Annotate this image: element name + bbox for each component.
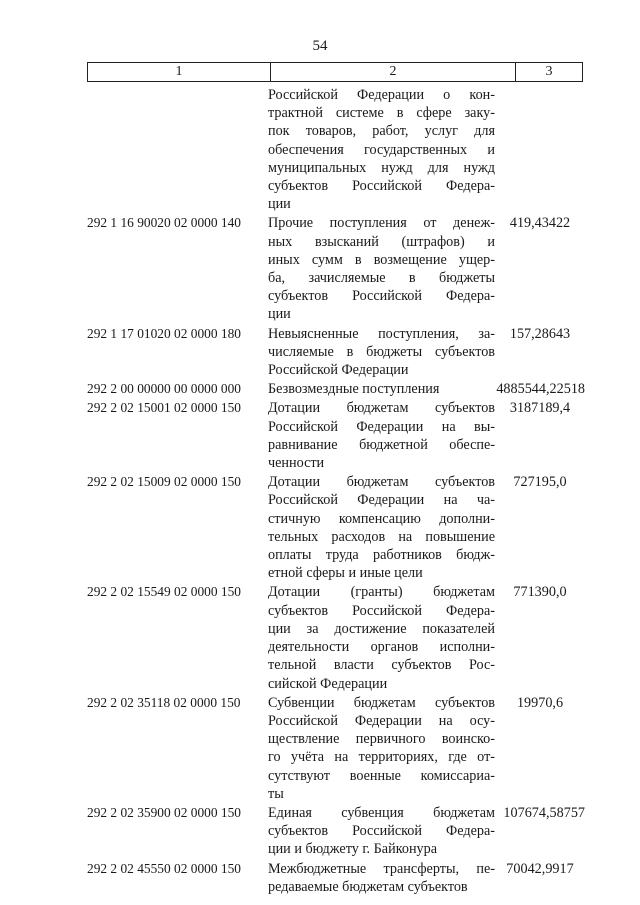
description-line: Российской Федерации на вы- (268, 418, 495, 435)
description-line: ченности (268, 455, 325, 472)
amount-value: 107674,58757 (503, 804, 585, 821)
page-number: 54 (312, 38, 328, 54)
description-line: го учёта на территориях, где от- (268, 749, 495, 766)
description-line: ции (268, 306, 291, 323)
revenue-description (268, 214, 495, 323)
description-line: пок товаров, работ, услуг для (268, 123, 495, 140)
description-line: ба, зачисляемые в бюджеты (268, 270, 495, 287)
table-row (87, 583, 587, 692)
description-line: оплаты труда работников бюдж- (268, 547, 495, 564)
revenue-description (268, 325, 495, 380)
description-line: Невыясненные поступления, за- (268, 325, 495, 342)
table-row (87, 86, 587, 213)
budget-classification-code: 292 2 02 15001 02 0000 150 (87, 400, 241, 416)
description-line: редаваемые бюджетам субъектов (268, 878, 468, 895)
description-line: сутствуют военные комиссариа- (268, 767, 495, 784)
description-line: ществление первичного воинско- (268, 731, 495, 748)
revenue-description (268, 583, 495, 692)
table-row (87, 325, 587, 380)
description-line: ты (268, 785, 284, 802)
description-line: тельной власти субъектов Рос- (268, 657, 495, 674)
description-line: Дотации бюджетам субъектов (268, 400, 495, 417)
column-header-2: 2 (271, 63, 516, 81)
description-line: Российской Федерации о кон- (268, 87, 495, 103)
table-row (87, 804, 587, 859)
description-line: иных сумм в возмещение ущер- (268, 251, 495, 268)
description-line: ных взысканий (штрафов) и (268, 233, 495, 250)
description-line: деятельности органов исполни- (268, 639, 495, 656)
description-line: Межбюджетные трансферты, пе- (268, 860, 495, 877)
description-line: Дотации (гранты) бюджетам (268, 584, 495, 601)
description-line: Российской Федерации на ча- (268, 492, 495, 509)
revenue-description (268, 380, 495, 398)
amount-value: 19970,6 (516, 694, 564, 711)
amount-value: 4885544,22518 (496, 381, 585, 398)
description-line: Безвозмездные поступления (268, 381, 440, 398)
table-row (87, 214, 587, 323)
revenue-description (268, 399, 495, 472)
description-line: равнивание бюджетной обеспе- (268, 436, 495, 453)
table-row (87, 399, 587, 472)
amount-value: 771390,0 (513, 584, 567, 601)
amount-value: 70042,9917 (506, 860, 574, 877)
budget-classification-code: 292 1 16 90020 02 0000 140 (87, 215, 241, 231)
description-line: муниципальных нужд для нужд (268, 159, 495, 176)
description-line: стичную компенсацию дополни- (268, 510, 495, 527)
table-row (87, 473, 587, 582)
table-row (87, 380, 587, 398)
budget-classification-code: 292 2 02 15549 02 0000 150 (87, 584, 241, 600)
description-line: Российской Федерации на осу- (268, 712, 495, 729)
revenue-description (268, 473, 495, 582)
description-line: числяемые в бюджеты субъектов (268, 343, 495, 360)
description-line: обеспечения государственных и (268, 141, 495, 158)
revenue-description (268, 860, 495, 896)
description-line: субъектов Российской Федера- (268, 288, 495, 305)
amount-value: 3187189,4 (509, 400, 571, 417)
description-line: Субвенции бюджетам субъектов (268, 694, 495, 711)
description-line: ции (268, 196, 291, 213)
description-line: Прочие поступления от денеж- (268, 215, 495, 232)
amount-value: 727195,0 (513, 474, 567, 491)
amount-value: 419,43422 (509, 215, 571, 232)
description-line: Российской Федерации (268, 362, 409, 379)
budget-classification-code: 292 2 02 45550 02 0000 150 (87, 860, 241, 876)
budget-classification-code (87, 86, 268, 213)
description-line: тельных расходов на повышение (268, 528, 495, 545)
description-line: трактной системе в сфере заку- (268, 105, 495, 122)
description-line: Дотации бюджетам субъектов (268, 474, 495, 491)
description-line: субъектов Российской Федера- (268, 602, 495, 619)
budget-classification-code: 292 2 02 35118 02 0000 150 (87, 694, 241, 710)
description-line: Единая субвенция бюджетам (268, 804, 495, 821)
column-header-3: 3 (545, 64, 553, 79)
description-line: субъектов Российской Федера- (268, 178, 495, 195)
table-row (87, 694, 587, 803)
revenue-description (268, 804, 495, 859)
budget-classification-code: 292 1 17 01020 02 0000 180 (87, 325, 241, 341)
revenue-description (268, 86, 495, 213)
budget-classification-code: 292 2 00 00000 00 0000 000 (87, 381, 241, 397)
budget-classification-code: 292 2 02 35900 02 0000 150 (87, 804, 241, 820)
description-line: субъектов Российской Федера- (268, 823, 495, 840)
revenue-table-body (87, 86, 587, 897)
table-row (87, 860, 587, 896)
table-column-header (87, 62, 583, 82)
amount-value: 157,28643 (509, 325, 571, 342)
column-header-1: 1 (88, 63, 271, 81)
description-line: ции за достижение показателей (268, 620, 495, 637)
amount-value (495, 86, 587, 213)
description-line: етной сферы и иные цели (268, 565, 423, 582)
description-line: сийской Федерации (268, 675, 388, 692)
revenue-description (268, 694, 495, 803)
budget-classification-code: 292 2 02 15009 02 0000 150 (87, 474, 241, 490)
description-line: ции и бюджету г. Байконура (268, 841, 438, 858)
